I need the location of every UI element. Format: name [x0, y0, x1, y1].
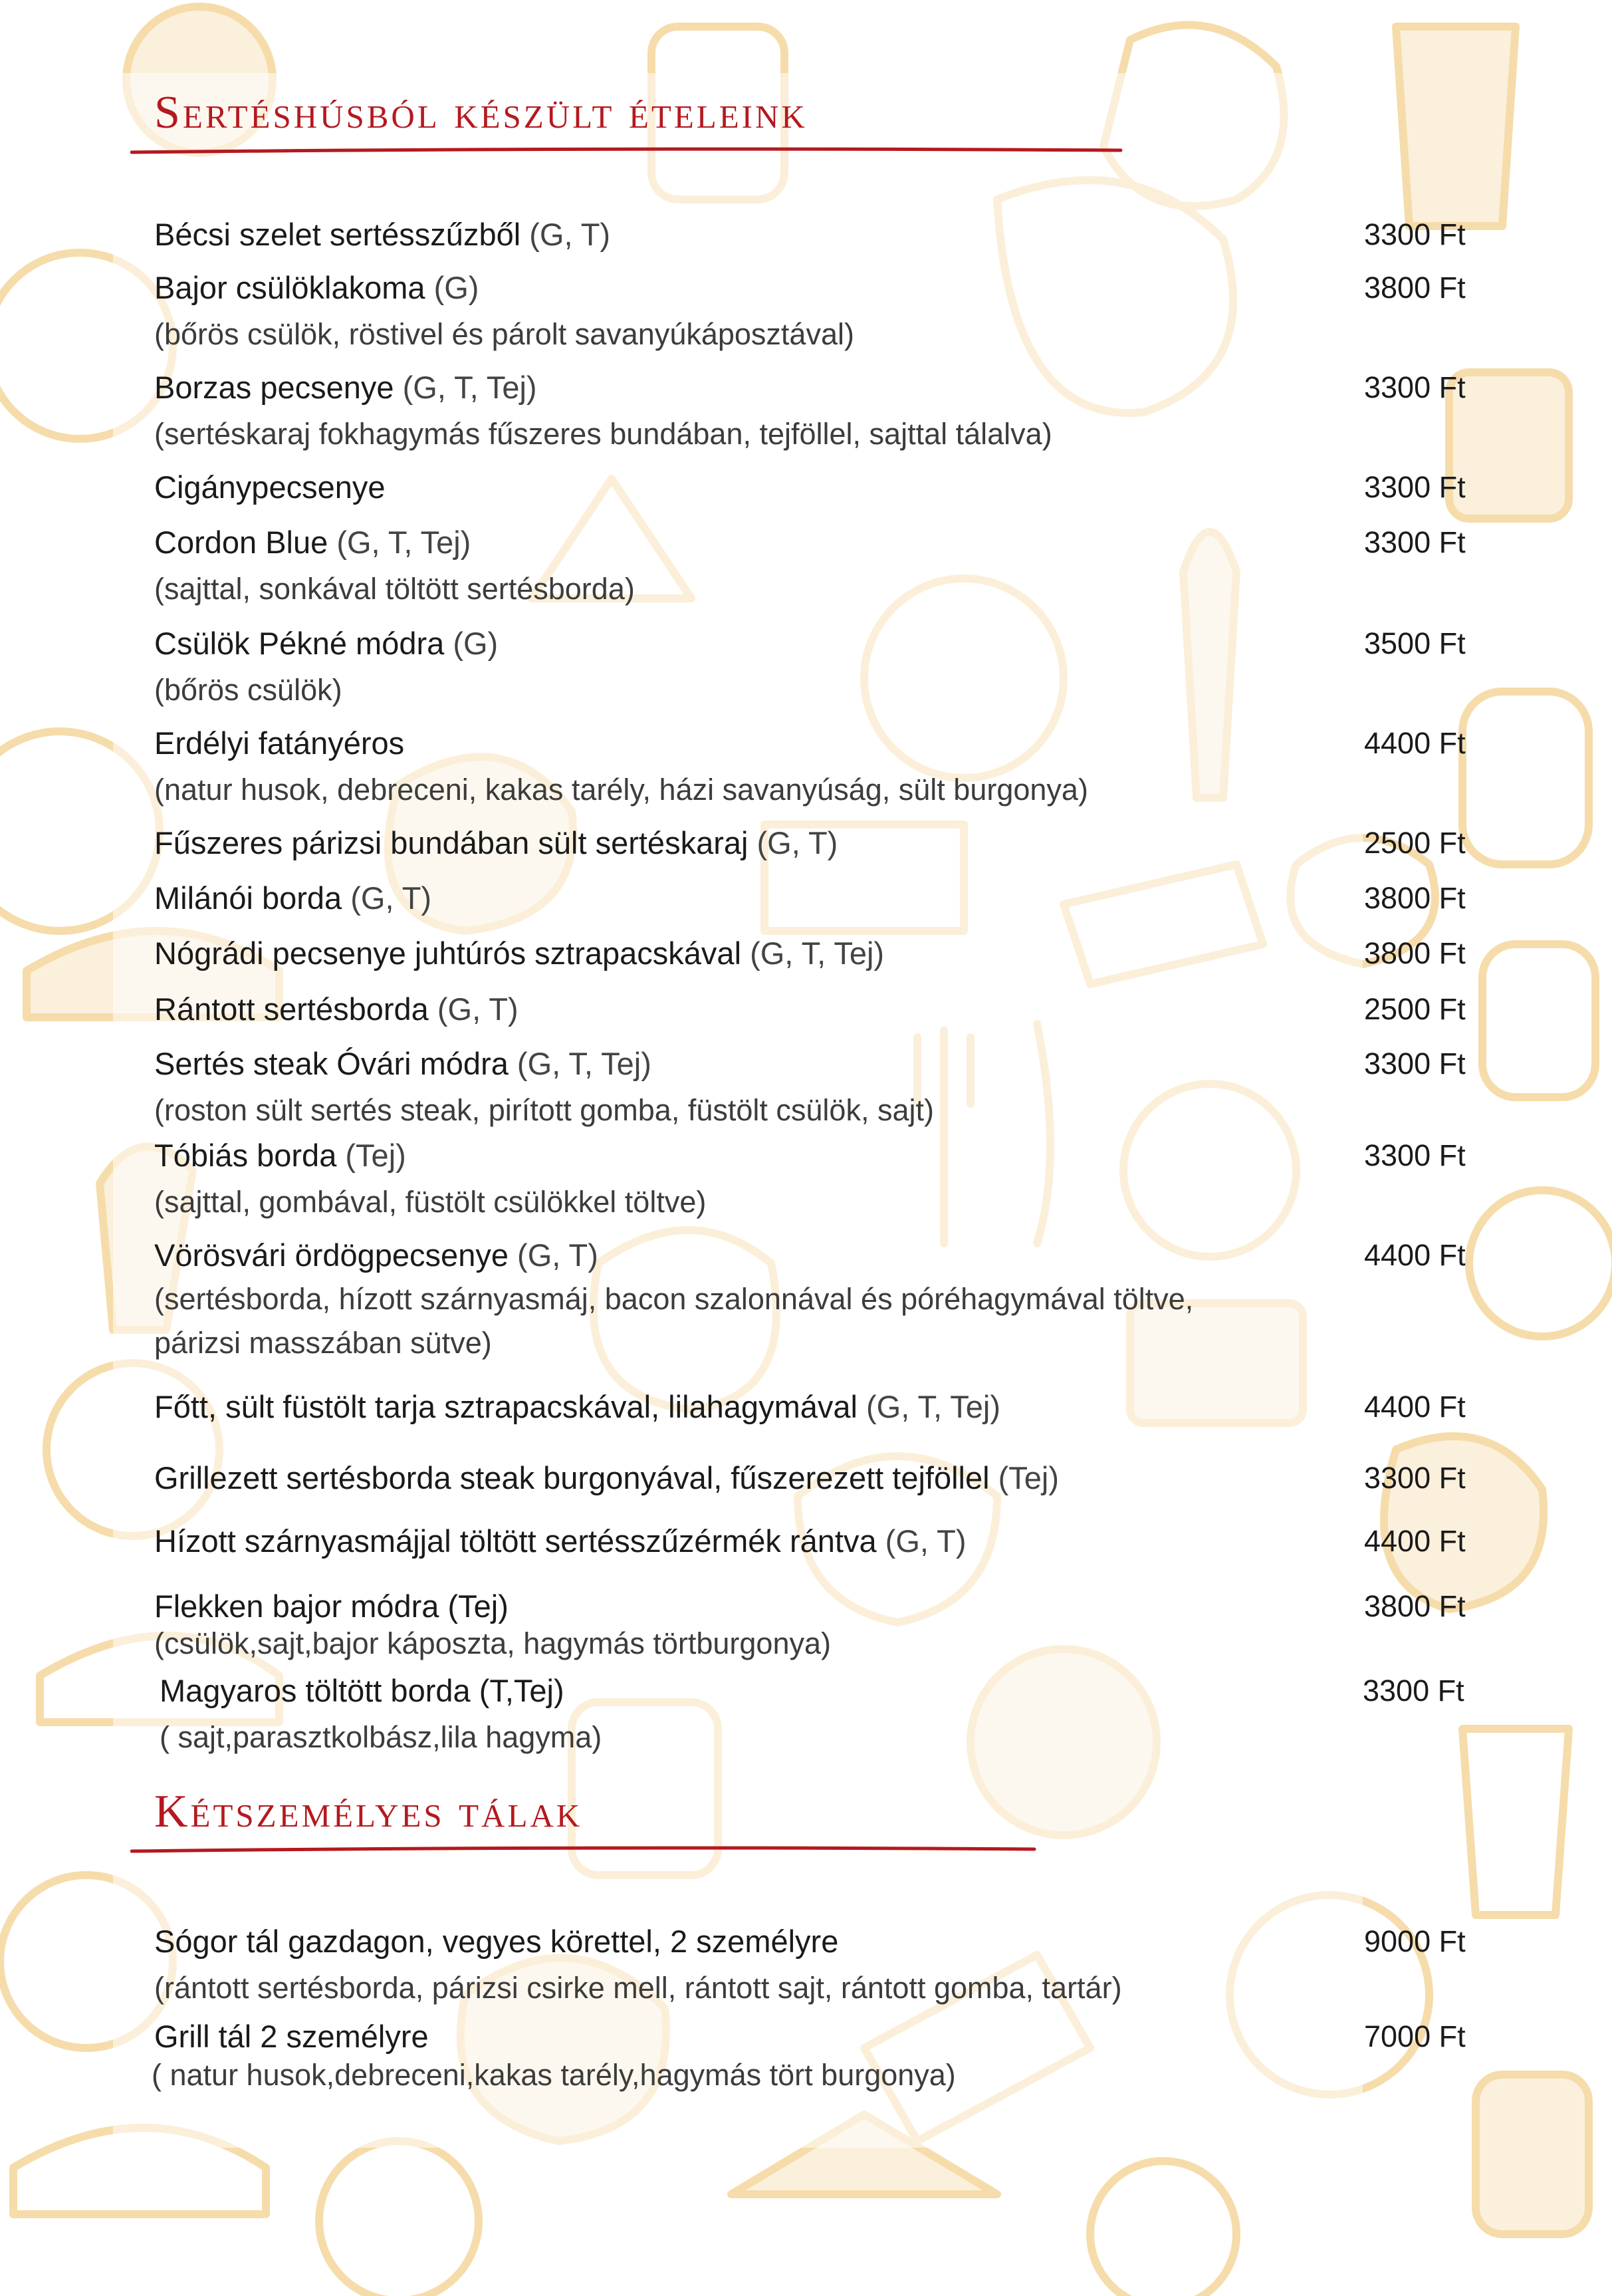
dish-title: Hízott szárnyasmájjal töltött sertésszűzérmék rántva	[154, 1523, 877, 1559]
dish-price: 3300 Ft	[1364, 525, 1466, 559]
allergen-codes: (G, T)	[437, 991, 518, 1027]
dish-price: 3300 Ft	[1364, 1047, 1466, 1081]
dish-description: ( sajt,parasztkolbász,lila hagyma)	[160, 1720, 602, 1754]
dish-title: Vörösvári ördögpecsenye	[154, 1237, 509, 1273]
dish-title: Nógrádi pecsenye juhtúrós sztrapacskával	[154, 936, 742, 971]
dish-title: Csülök Pékné módra	[154, 626, 445, 661]
dish-name	[154, 625, 498, 662]
dish-description: (roston sült sertés steak, pirított gomba, füstölt csülök, sajt)	[154, 1093, 934, 1127]
dish-name	[154, 1923, 838, 1960]
dish-title: Cigánypecsenye	[154, 469, 386, 505]
dish-name	[154, 991, 518, 1028]
dish-name	[160, 1672, 564, 1710]
dish-name	[154, 880, 431, 917]
dish-price: 3800 Ft	[1364, 1589, 1466, 1623]
dish-description: (natur husok, debreceni, kakas tarély, házi savanyúság, sült burgonya)	[154, 773, 1088, 807]
dish-price: 9000 Ft	[1364, 1924, 1466, 1958]
allergen-codes: (G)	[453, 626, 499, 661]
dish-name	[154, 1388, 1000, 1426]
dish-name	[154, 1460, 1059, 1497]
allergen-codes: (G, T)	[756, 825, 838, 860]
dish-name	[154, 1237, 598, 1274]
title-underline	[130, 1845, 1041, 1854]
dish-name	[154, 1588, 509, 1625]
dish-title: Milánói borda	[154, 880, 342, 916]
dish-title: Tóbiás borda	[154, 1138, 337, 1173]
dish-title: Borzas pecsenye	[154, 370, 394, 405]
dish-title: Magyaros töltött borda (T,Tej)	[160, 1673, 564, 1708]
dish-price: 4400 Ft	[1364, 1524, 1466, 1558]
allergen-codes: (Tej)	[998, 1460, 1060, 1495]
allergen-codes: (G, T)	[529, 217, 611, 252]
allergen-codes: (G, T)	[350, 880, 432, 916]
orange-doodle	[1469, 1190, 1612, 1337]
cookie-doodle	[1090, 2161, 1236, 2296]
dish-name	[154, 1137, 406, 1174]
glass-doodle-2	[1462, 1729, 1569, 1915]
dish-price: 3300 Ft	[1363, 1674, 1464, 1708]
dish-description-continued: párizsi masszában sütve)	[154, 1326, 492, 1360]
dish-price: 3800 Ft	[1364, 936, 1466, 970]
dish-title: Erdélyi fatányéros	[154, 725, 405, 761]
dish-title: Grillezett sertésborda steak burgonyával, fűszerezett tejföllel	[154, 1460, 990, 1495]
dish-description: (sajttal, sonkával töltött sertésborda)	[154, 572, 635, 606]
dish-price: 4400 Ft	[1364, 1238, 1466, 1272]
dish-name	[154, 369, 537, 406]
dish-description: ( natur husok,debreceni,kakas tarély,hagymás tört burgonya)	[152, 2058, 956, 2092]
dish-price: 3800 Ft	[1364, 881, 1466, 915]
dish-description: (sertésborda, hízott szárnyasmáj, bacon szalonnával és póréhagymával töltve,	[154, 1282, 1194, 1316]
dish-price: 3800 Ft	[1364, 271, 1466, 305]
dish-title: Cordon Blue	[154, 525, 328, 560]
mug-doodle-2	[1476, 2075, 1589, 2234]
allergen-codes: (G, T, Tej)	[750, 936, 885, 971]
dish-name	[154, 825, 838, 862]
dish-name	[154, 1523, 967, 1560]
dish-price: 4400 Ft	[1364, 1390, 1466, 1424]
allergen-codes: (G, T, Tej)	[866, 1389, 1000, 1424]
cup-doodle-2	[1482, 944, 1595, 1097]
dish-price: 3500 Ft	[1364, 626, 1466, 660]
dish-title: Sógor tál gazdagon, vegyes körettel, 2 személyre	[154, 1924, 839, 1959]
dish-name	[154, 469, 386, 506]
dish-name	[154, 524, 471, 561]
dish-price: 3300 Ft	[1364, 370, 1466, 404]
title-underline	[130, 146, 1127, 156]
section-title: Kétszemélyes tálak	[154, 1786, 583, 1837]
dish-title: Grill tál 2 személyre	[154, 2019, 429, 2054]
mug-doodle	[1449, 372, 1569, 519]
dish-title: Fűszeres párizsi bundában sült sertéskaraj	[154, 825, 748, 860]
dish-description: (bőrös csülök)	[154, 673, 342, 707]
tomato-doodle	[319, 2141, 479, 2296]
glass-doodle	[1396, 27, 1516, 226]
dish-price: 3300 Ft	[1364, 1138, 1466, 1172]
allergen-codes: (G, T)	[517, 1237, 598, 1273]
allergen-codes: (G, T)	[885, 1523, 967, 1559]
dish-price: 3300 Ft	[1364, 1461, 1466, 1495]
dish-title: Flekken bajor módra (Tej)	[154, 1589, 509, 1624]
dish-name	[154, 725, 404, 762]
allergen-codes: (G)	[433, 270, 479, 305]
dish-price: 7000 Ft	[1364, 2019, 1466, 2053]
dish-title: Bécsi szelet sertésszűzből	[154, 217, 521, 252]
dish-name	[154, 269, 479, 307]
dish-name	[154, 935, 884, 972]
dish-title: Rántott sertésborda	[154, 991, 429, 1027]
dish-description: (csülök,sajt,bajor káposzta, hagymás törtburgonya)	[154, 1626, 831, 1660]
allergen-codes: (G, T, Tej)	[402, 370, 537, 405]
dish-description: (sajttal, gombával, füstölt csülökkel töltve)	[154, 1185, 707, 1219]
dish-price: 3300 Ft	[1364, 470, 1466, 504]
dish-description: (sertéskaraj fokhagymás fűszeres bundában, tejföllel, sajttal tálalva)	[154, 417, 1052, 451]
dish-price: 4400 Ft	[1364, 726, 1466, 760]
dish-name	[154, 1045, 651, 1083]
dish-description: (rántott sertésborda, párizsi csirke mell, rántott sajt, rántott gomba, tartár)	[154, 1971, 1122, 2005]
dish-price: 3300 Ft	[1364, 217, 1466, 251]
allergen-codes: (Tej)	[345, 1138, 406, 1173]
dish-description: (bőrös csülök, röstivel és párolt savanyúkáposztával)	[154, 317, 854, 351]
dish-title: Főtt, sült füstölt tarja sztrapacskával, lilahagymával	[154, 1389, 858, 1424]
allergen-codes: (G, T, Tej)	[517, 1046, 651, 1081]
allergen-codes: (G, T, Tej)	[336, 525, 471, 560]
dish-title: Bajor csülöklakoma	[154, 270, 425, 305]
dish-price: 2500 Ft	[1364, 992, 1466, 1026]
dish-title: Sertés steak Óvári módra	[154, 1046, 509, 1081]
section-title: Sertéshúsból készült ételeink	[154, 87, 808, 138]
dish-name	[154, 216, 610, 253]
dish-price: 2500 Ft	[1364, 826, 1466, 860]
dish-name	[154, 2018, 429, 2055]
bottle-doodle	[1462, 692, 1589, 864]
